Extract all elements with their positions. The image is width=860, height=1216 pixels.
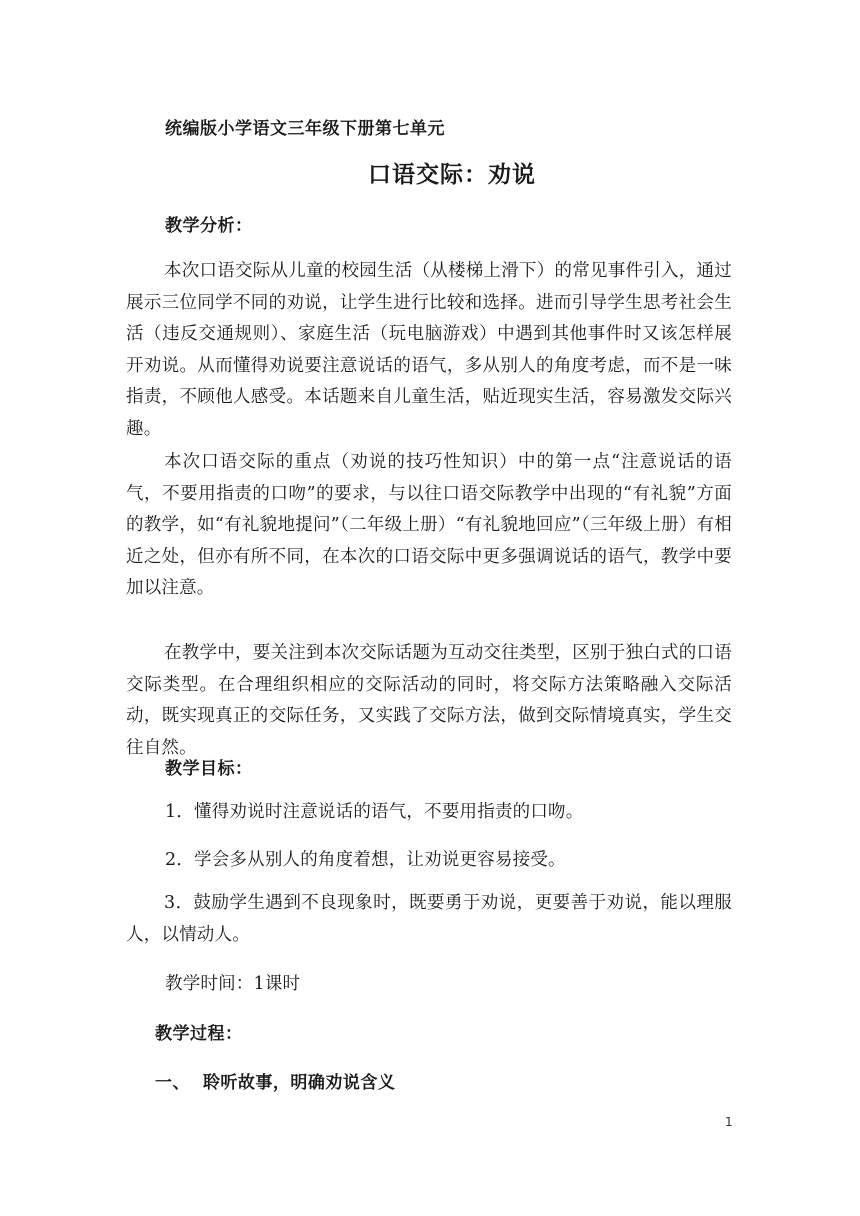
goal-item-2: 2．学会多从别人的角度着想，让劝说更容易接受。: [165, 850, 566, 870]
analysis-paragraph-1: 本次口语交际从儿童的校园生活（从楼梯上滑下）的常见事件引入，通过展示三位同学不同的劝说，让学生进行比较和选择。进而引导学生思考社会生活（违反交通规则）、家庭生活（玩电脑游戏）中遇到其他事件时又该怎样展开劝说。从而懂得劝说要注意说话的语气，多从别人的角度考虑，而不是一味指责，不顾他人感受。本话题来自儿童生活，贴近现实生活，容易激发交际兴趣。: [126, 261, 732, 439]
goal-item-1: 1．懂得劝说时注意说话的语气，不要用指责的口吻。: [165, 802, 584, 822]
goal-item-3: 3．鼓励学生遇到不良现象时，既要勇于劝说，更要善于劝说，能以理服人，以情动人。: [126, 893, 732, 945]
document-title: 口语交际：劝说: [368, 162, 536, 188]
analysis-paragraph-2: 本次口语交际的重点（劝说的技巧性知识）中的第一点“注意说话的语气，不要用指责的口吻”的要求，与以往口语交际教学中出现的“有礼貌”方面的教学，如“有礼貌地提问”（二年级上册）“有礼貌地回应”（三年级上册）有相近之处，但亦有所不同，在本次的口语交际中更多强调说话的语气，教学中要加以注意。: [126, 452, 732, 598]
goals-heading: 教学目标：: [165, 759, 253, 779]
process-step-1: 一、 聆听故事，明确劝说含义: [155, 1073, 396, 1093]
analysis-paragraph-3: 在教学中，要关注到本次交际话题为互动交往类型，区别于独白式的口语交际类型。在合理组织相应的交际活动的同时，将交际方法策略融入交际活动，既实现真正的交际任务，又实践了交际方法，做到交际情境真实，学生交往自然。: [126, 643, 732, 758]
teaching-time: 教学时间：1课时: [165, 974, 301, 994]
analysis-heading: 教学分析：: [165, 216, 253, 236]
page-number: 1: [725, 1115, 733, 1129]
textbook-series-label: 统编版小学语文三年级下册第七单元: [165, 119, 445, 139]
process-heading: 教学过程：: [155, 1024, 243, 1044]
